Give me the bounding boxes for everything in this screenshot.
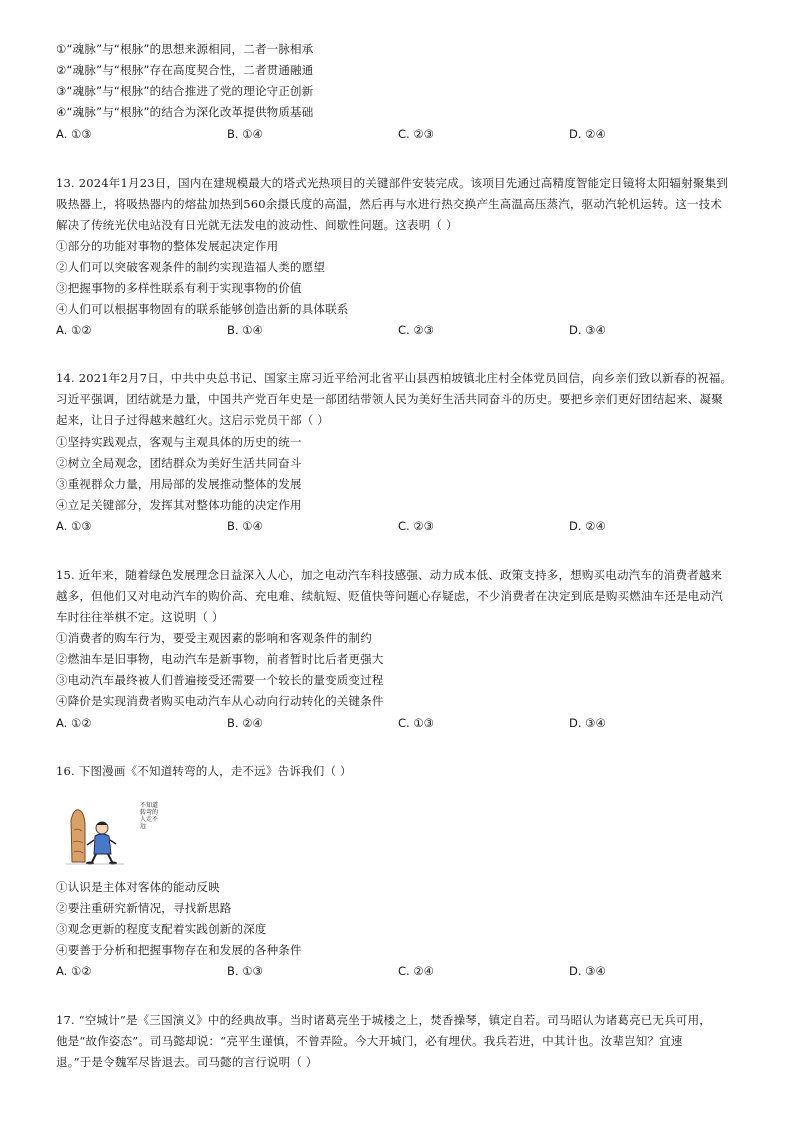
q16-option-c[interactable]: C. ②④	[398, 964, 434, 978]
q16-item-2: ②要注重研究新情况，寻找新思路	[56, 901, 232, 915]
q12-item-1: ①“魂脉”与“根脉”的思想来源相同，二者一脉相承	[56, 42, 314, 56]
q14-option-b[interactable]: B. ①④	[227, 519, 263, 533]
q17-stem-line-1: 17. “空城计”是《三国演义》中的经典故事。当时诸葛亮坐于城楼之上，焚香操琴，镇定自若。司马昭认为诸葛亮已无兵可用，	[56, 1013, 711, 1027]
q14-stem-line-2: 习近平强调，团结就是力量，中国共产党百年史是一部团结带领人民为美好生活共同奋斗的历史。要把乡亲们更好团结起来、凝聚	[56, 392, 723, 406]
q13-item-3: ③把握事物的多样性联系有利于实现事物的价值	[56, 281, 302, 295]
q14-option-a[interactable]: A. ①③	[56, 519, 92, 533]
q14-option-d[interactable]: D. ②④	[569, 519, 606, 533]
q14-stem-line-3: 起来，让日子过得越来越红火。这启示党员干部（ ）	[56, 413, 329, 427]
q16-options	[56, 963, 736, 979]
q12-option-a[interactable]: A. ①③	[56, 127, 92, 141]
q16-stem: 16. 下图漫画《不知道转弯的人，走不远》告诉我们（ ）	[56, 764, 352, 778]
q15-stem-line-3: 车时往往举棋不定。这说明（ ）	[56, 610, 224, 624]
q12-option-b[interactable]: B. ①④	[227, 127, 263, 141]
q12-option-d[interactable]: D. ②④	[569, 127, 606, 141]
q13-options	[56, 322, 736, 338]
q13-item-4: ④人们可以根据事物固有的联系能够创造出新的具体联系	[56, 302, 349, 316]
q15-option-a[interactable]: A. ①②	[56, 716, 92, 730]
q12-option-c[interactable]: C. ②③	[398, 127, 434, 141]
q15-item-4: ④降价是实现消费者购买电动汽车从心动向行动转化的关键条件	[56, 694, 384, 708]
q13-option-a[interactable]: A. ①②	[56, 323, 92, 337]
q14-options	[56, 518, 736, 534]
q13-item-1: ①部分的功能对事物的整体发展起决定作用	[56, 239, 279, 253]
comic-illustration	[66, 800, 162, 866]
q15-options	[56, 715, 736, 731]
q14-item-3: ③重视群众力量，用局部的发展推动整体的发展	[56, 477, 302, 491]
q16-item-1: ①认识是主体对客体的能动反映	[56, 880, 220, 894]
q13-option-d[interactable]: D. ③④	[569, 323, 606, 337]
q15-item-1: ①消费者的购车行为，要受主观因素的影响和客观条件的制约	[56, 631, 372, 645]
q14-option-c[interactable]: C. ②③	[398, 519, 434, 533]
q16-option-a[interactable]: A. ①②	[56, 964, 92, 978]
q13-stem-line-3: 解决了传统光伏电站没有日光就无法发电的波动性、间歇性问题。这表明（ ）	[56, 218, 458, 232]
q12-item-2: ②“魂脉”与“根脉”存在高度契合性，二者贯通融通	[56, 63, 314, 77]
q16-option-b[interactable]: B. ①③	[227, 964, 263, 978]
q15-option-d[interactable]: D. ③④	[569, 716, 606, 730]
q12-item-3: ③“魂脉”与“根脉”的结合推进了党的理论守正创新	[56, 84, 314, 98]
q12-options	[56, 126, 736, 142]
q15-stem-line-1: 15. 近年来，随着绿色发展理念日益深入人心，加之电动汽车科技感强、动力成本低、政策支持多，想购买电动汽车的消费者越来	[56, 568, 723, 582]
q13-item-2: ②人们可以突破客观条件的制约实现造福人类的愿望	[56, 260, 326, 274]
comic-caption: 不知道转弯的人走不远	[140, 802, 159, 830]
q15-item-2: ②燃油车是旧事物，电动汽车是新事物，前者暂时比后者更强大	[56, 652, 384, 666]
q17-stem-line-3: 退。”于是令魏军尽皆退去。司马懿的言行说明（ ）	[56, 1055, 318, 1069]
q13-option-b[interactable]: B. ①④	[227, 323, 263, 337]
q16-item-4: ④要善于分析和把握事物存在和发展的各种条件	[56, 943, 302, 957]
q14-item-1: ①坚持实践观点，客观与主观具体的历史的统一	[56, 435, 302, 449]
q14-stem-line-1: 14. 2021年2月7日，中共中央总书记、国家主席习近平给河北省平山县西柏坡镇北庄村全体党员回信，向乡亲们致以新春的祝福。	[56, 371, 733, 385]
q16-option-d[interactable]: D. ③④	[569, 964, 606, 978]
q13-stem-line-1: 13. 2024年1月23日，国内在建规模最大的塔式光热项目的关键部件安装完成。该项目先通过高精度智能定日镜将太阳辐射聚集到	[56, 176, 729, 190]
q16-item-3: ③观念更新的程度支配着实践创新的深度	[56, 922, 267, 936]
q13-option-c[interactable]: C. ②③	[398, 323, 434, 337]
q17-stem-line-2: 他是“故作姿态”。司马懿却说：“亮平生谨慎，不曾弄险。今大开城门，必有埋伏。我兵若进，中其计也。汝辈岂知？宜速	[56, 1034, 683, 1048]
q15-stem-line-2: 越多，但他们又对电动汽车的购价高、充电难、续航短、贬值快等问题心存疑虑，不少消费者在决定到底是购买燃油车还是电动汽	[56, 589, 723, 603]
q14-item-2: ②树立全局观念，团结群众为美好生活共同奋斗	[56, 456, 302, 470]
q14-item-4: ④立足关键部分，发挥其对整体功能的决定作用	[56, 498, 302, 512]
q13-stem-line-2: 吸热器上，将吸热器内的熔盐加热到560余摄氏度的高温，然后再与水进行热交换产生高温高压蒸汽，驱动汽轮机运转。这一技术	[56, 197, 723, 211]
q12-item-4: ④“魂脉”与“根脉”的结合为深化改革提供物质基础	[56, 105, 314, 119]
q15-option-c[interactable]: C. ①③	[398, 716, 434, 730]
q15-item-3: ③电动汽车最终被人们普遍接受还需要一个较长的量变质变过程	[56, 673, 384, 687]
q15-option-b[interactable]: B. ②④	[227, 716, 263, 730]
